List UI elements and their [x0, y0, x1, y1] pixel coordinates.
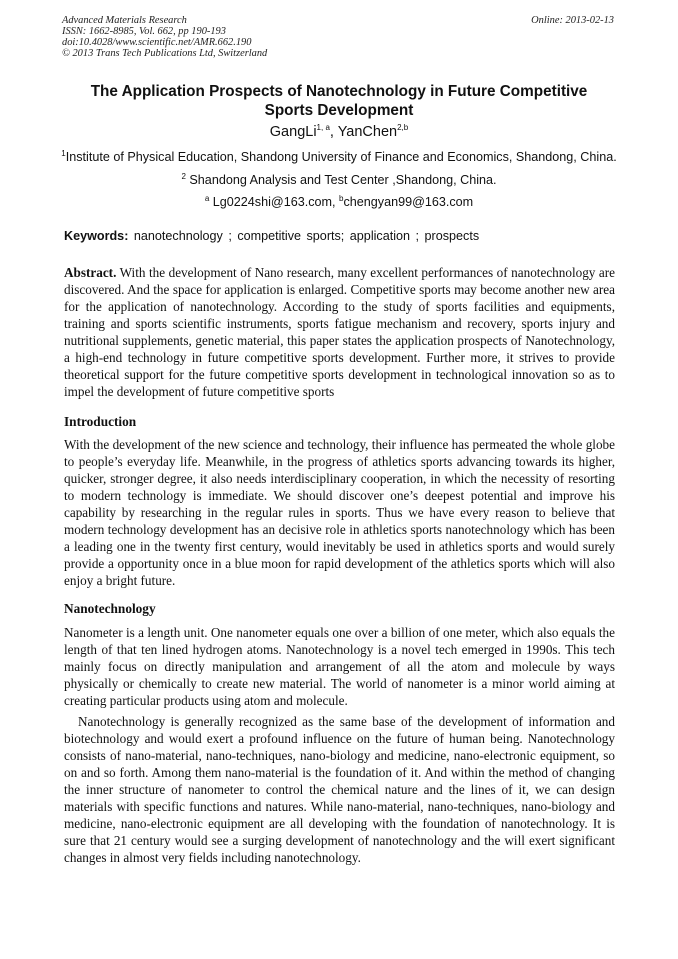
journal-name: Advanced Materials Research — [62, 15, 187, 26]
abstract-text: With the development of Nano research, many excellent performances of nanotechnology are discovered. And the space for application is enlarged. Competitive sports may become another new area for the application of nanotechnology. According to the study of sports facilities and equipments, training and sports scientific instruments, sports fatigue mechanism and recovery, sports injury and nutritional supplements, genetic material, this paper states the application prospects of Nanotechnology, a high-end technology in future competitive sports development. Further more, it strives to provide theoretical support for the future competitive sports development in technological innovation so as to impel the development of future competitive sports — [64, 265, 615, 399]
affil-text: Institute of Physical Education, Shandong University of Finance and Economics, Shandong, China. — [65, 150, 617, 164]
author-name: GangLi — [269, 124, 317, 140]
nanotechnology-paragraph-2: Nanotechnology is generally recognized as the same base of the development of information and biotechnology and would exert a profound influence on the future of human being. Nanotechnology consists of nano-material, nano-techniques, nano-biology and medicine, nano-electronic equipment, so on and so forth. Among them nano-material is the foundation of it. And within the method of changing the inner structure of nanometer to control the chemical nature and the lines of it, we can design materials with specific functions and natures. While nano-material, nano-techniques, nano-biology and medicine, nano-electronic equipment are all developing with the foundation of nanotechnology. It is sure that 21 century would see a surging development of nanotechnology and the will exert significant changes in almost very fields including nanotechnology. — [64, 714, 615, 865]
affiliation-1 — [0, 150, 678, 164]
author-affil-marker: 1, a — [316, 123, 330, 133]
affiliation-2 — [0, 173, 678, 187]
section-heading-introduction: Introduction — [64, 414, 137, 429]
email-marker: a — [204, 193, 210, 203]
email-link[interactable]: chengyan99@163.com — [343, 195, 474, 209]
keywords-value: nanotechnology ; competitive sports; application ; prospects — [128, 229, 480, 243]
paper-title-line-2: Sports Development — [264, 102, 414, 119]
email-marker: b — [339, 193, 344, 203]
affil-marker: 1 — [61, 148, 66, 158]
online-date: Online: 2013-02-13 — [531, 15, 614, 26]
journal-doi: doi:10.4028/www.scientific.net/AMR.662.190 — [62, 37, 252, 48]
nanotechnology-paragraph-1: Nanometer is a length unit. One nanometer equals one over a billion of one meter, which also equals the length of that ten lined hydrogen atoms. Nanotechnology is a novel tech emerged in 1990s. This tech mainly focus on directly manipulation and arrangement of all the atom and molecule by ways physically or chemically to create new material. The world of nanometer is a minor world aiming at creating particular products using atom and molecule. — [64, 625, 615, 708]
author-separator: , — [329, 124, 338, 140]
journal-issn: ISSN: 1662-8985, Vol. 662, pp 190-193 — [62, 26, 226, 37]
abstract — [64, 264, 615, 400]
email-link[interactable]: Lg0224shi@163.com, — [209, 195, 339, 209]
journal-copyright: © 2013 Trans Tech Publications Ltd, Switzerland — [62, 48, 268, 59]
author-affil-marker: 2,b — [397, 123, 409, 133]
keywords — [64, 229, 479, 243]
affil-text: Shandong Analysis and Test Center ,Shandong, China. — [185, 173, 497, 187]
author-list — [0, 124, 678, 140]
affil-marker: 2 — [181, 171, 186, 181]
section-heading-nanotechnology: Nanotechnology — [64, 601, 156, 616]
journal-header — [62, 15, 267, 59]
keywords-label: Keywords: — [64, 229, 129, 243]
introduction-paragraph: With the development of the new science and technology, their influence has permeated the whole globe to people’s everyday life. Meanwhile, in the progress of athletics sports advancing towards its higher, quicker, stronger degree, it also needs interdisciplinary cooperation, in which the necessity of resorting to modern technology is immediate. We should discover one’s deepest potential and improve his capability by researching in the regular rules in sports. Thus we have every reason to believe that modern technology development has an decisive role in athletics sports nanotechnology which has been a leading one in the twenty first century, would inevitably be used in athletics sports and would surely provide a opportunity once in a blue moon for rapid development of the athletics sports which will also enjoy a bright future. — [64, 437, 615, 588]
paper-title-line-1: The Application Prospects of Nanotechnology in Future Competitive — [90, 83, 588, 100]
abstract-label: Abstract. — [64, 265, 117, 280]
author-name: YanChen — [337, 124, 398, 140]
paper-title — [40, 82, 638, 120]
author-emails — [0, 195, 678, 209]
